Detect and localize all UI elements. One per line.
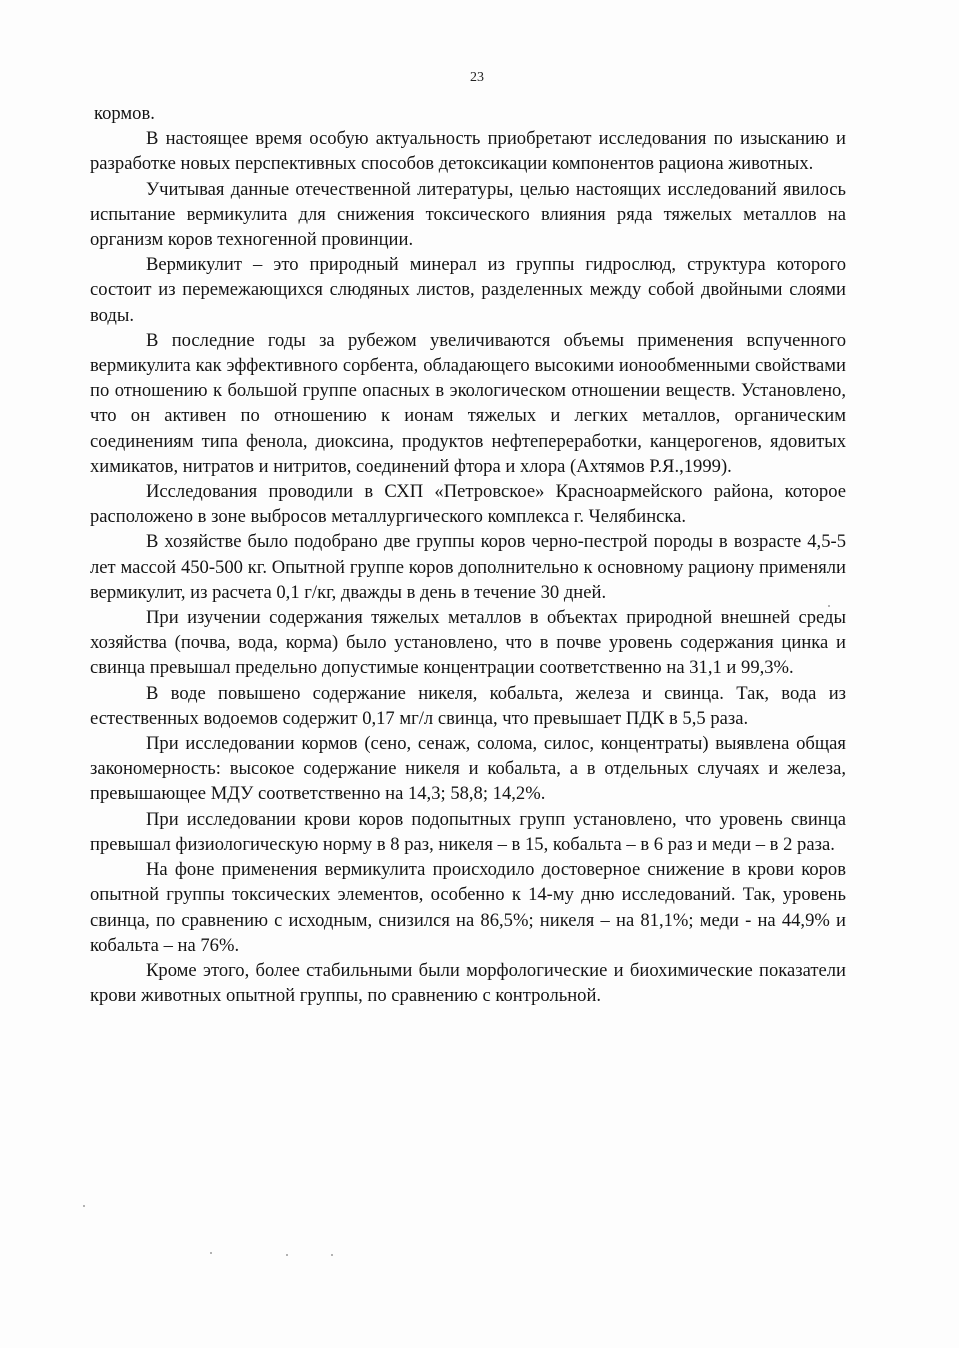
paragraph: Кроме этого, более стабильными были морфологические и биохимические показатели крови животных опытной группы, по сравнению с контрольной. xyxy=(90,959,846,1007)
paragraph: На фоне применения вермикулита происходило достоверное снижение в крови коров опытной группы токсических элементов, особенно к 14-му дню исследований. Так, уровень свинца, по сравнению с исходным, снизился на 86,5%; никеля – на 81,1%; меди - на 44,9% и кобальта – на 76%. xyxy=(90,859,846,956)
scan-speck xyxy=(331,1254,333,1256)
scan-speck xyxy=(286,1254,288,1256)
scan-speck xyxy=(828,605,830,607)
paragraph: Учитывая данные отечественной литературы, целью настоящих исследований явилось испытание вермикулита для снижения токсического влияния ряда тяжелых металлов на организм коров техногенной провинции. xyxy=(90,178,846,251)
paragraph: В настоящее время особую актуальность приобретают исследования по изысканию и разработке новых перспективных способов детоксикации компонентов рациона животных. xyxy=(90,128,846,175)
body-text xyxy=(90,101,846,1008)
paragraph: При изучении содержания тяжелых металлов в объектах природной внешней среды хозяйства (почва, вода, корма) было установлено, что в почве уровень содержания цинка и свинца превышал предельно допустимые концентрации соответственно на 31,1 и 99,3%. xyxy=(90,607,846,679)
paragraph: При исследовании крови коров подопытных групп установлено, что уровень свинца превышал физиологическую норму в 8 раз, никеля – в 15, кобальта – в 6 раз и меди – в 2 раза. xyxy=(90,808,846,855)
scan-speck xyxy=(210,1252,212,1254)
paragraph-continuation: кормов. xyxy=(94,103,155,124)
page-number: 23 xyxy=(470,70,484,85)
paragraph: Вермикулит – это природный минерал из группы гидрослюд, структура которого состоит из перемежающихся слюдяных листов, разделенных между собой двойными слоями воды. xyxy=(90,254,846,326)
paragraph: В хозяйстве было подобрано две группы коров черно-пестрой породы в возрасте 4,5-5 лет массой 450-500 кг. Опытной группе коров дополнительно к основному рациону применяли вермикулит, из расчета 0,1 г/кг, дважды в день в течение 30 дней. xyxy=(90,531,846,603)
paragraph: В воде повышено содержание никеля, кобальта, железа и свинца. Так, вода из естественных водоемов содержит 0,17 мг/л свинца, что превышает ПДК в 5,5 раза. xyxy=(90,682,846,729)
paragraph: При исследовании кормов (сено, сенаж, солома, силос, концентраты) выявлена общая закономерность: высокое содержание никеля и кобальта, а в отдельных случаях и железа, превышающее МДУ соответственно на 14,3; 58,8; 14,2%. xyxy=(90,733,846,805)
paragraph: Исследования проводили в СХП «Петровское» Красноармейского района, которое расположено в зоне выбросов металлургического комплекса г. Челябинска. xyxy=(90,481,846,528)
paragraph: В последние годы за рубежом увеличиваются объемы применения вспученного вермикулита как эффективного сорбента, обладающего высокими ионообменными свойствами по отношению к большой группе опасных в экологическом отношении веществ. Установлено, что он активен по отношению к ионам тяжелых и легких металлов, органическим соединениям типа фенола, диоксина, продуктов нефтепереработки, канцерогенов, ядовитых химикатов, нитратов и нитритов, соединений фтора и хлора (Ахтямов Р.Я.,1999). xyxy=(90,329,846,477)
scan-speck xyxy=(83,1205,85,1207)
